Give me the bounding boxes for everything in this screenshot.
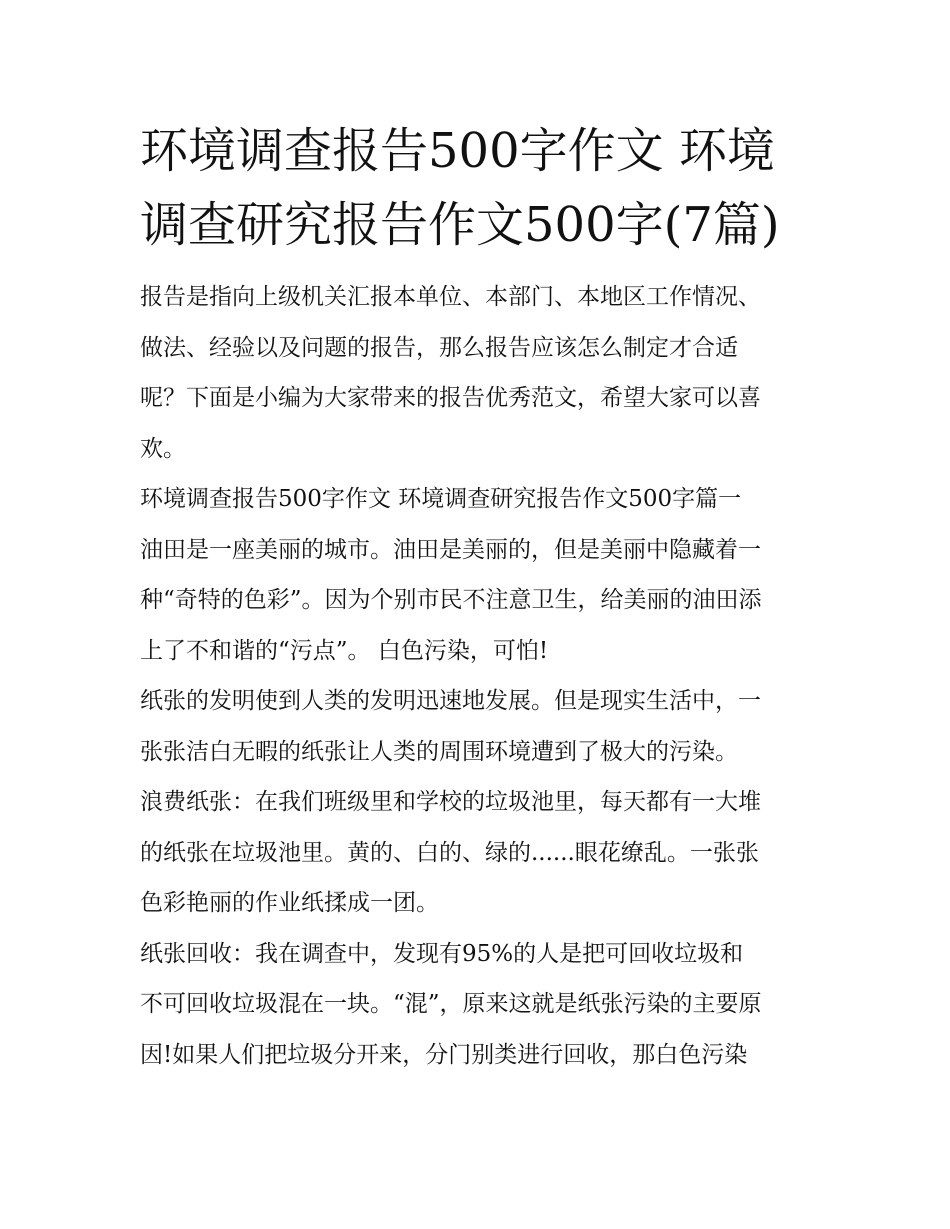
document-content (140, 114, 820, 1080)
body-line-2: 做法、经验以及问题的报告，那么报告应该怎么制定才合适 (140, 334, 738, 361)
body-line-8: 上了不和谐的“污点”。 白色污染，可怕! (140, 637, 549, 664)
body-line-1: 报告是指向上级机关汇报本单位、本部门、本地区工作情况、 (140, 284, 761, 310)
section-heading-1: 环境调查报告500字作文 环境调查研究报告作文500字篇一 (140, 486, 742, 512)
body-line-11: 浪费纸张：在我们班级里和学校的垃圾池里，每天都有一大堆 (140, 789, 761, 815)
body-line-6: 油田是一座美丽的城市。油田是美丽的，但是美丽中隐藏着一 (140, 536, 761, 563)
body-line-13: 色彩艳丽的作业纸揉成一团。 (140, 890, 439, 916)
body-line-7: 种“奇特的色彩”。因为个别市民不注意卫生，给美丽的油田添 (140, 587, 762, 613)
body-line-16: 因!如果人们把垃圾分开来，分门别类进行回收，那白色污染 (140, 1041, 748, 1068)
body-line-9: 纸张的发明使到人类的发明迅速地发展。但是现实生活中，一 (140, 688, 761, 714)
body-line-14: 纸张回收：我在调查中，发现有95%的人是把可回收垃圾和 (140, 940, 744, 967)
body-line-4: 欢。 (140, 435, 186, 462)
body-line-15: 不可回收垃圾混在一块。“混”，原来这就是纸张污染的主要原 (140, 991, 762, 1017)
title-line-1: 环境调查报告500字作文 环境 (140, 123, 775, 179)
body-line-12: 的纸张在垃圾池里。黄的、白的、绿的......眼花缭乱。一张张 (140, 839, 759, 866)
document-title (140, 114, 820, 262)
title-line-2: 调查研究报告作文500字(7篇) (140, 197, 780, 253)
document-body (140, 272, 820, 1080)
body-line-10: 张张洁白无暇的纸张让人类的周围环境遭到了极大的污染。 (140, 738, 738, 765)
body-line-3: 呢？下面是小编为大家带来的报告优秀范文，希望大家可以喜 (140, 385, 761, 411)
